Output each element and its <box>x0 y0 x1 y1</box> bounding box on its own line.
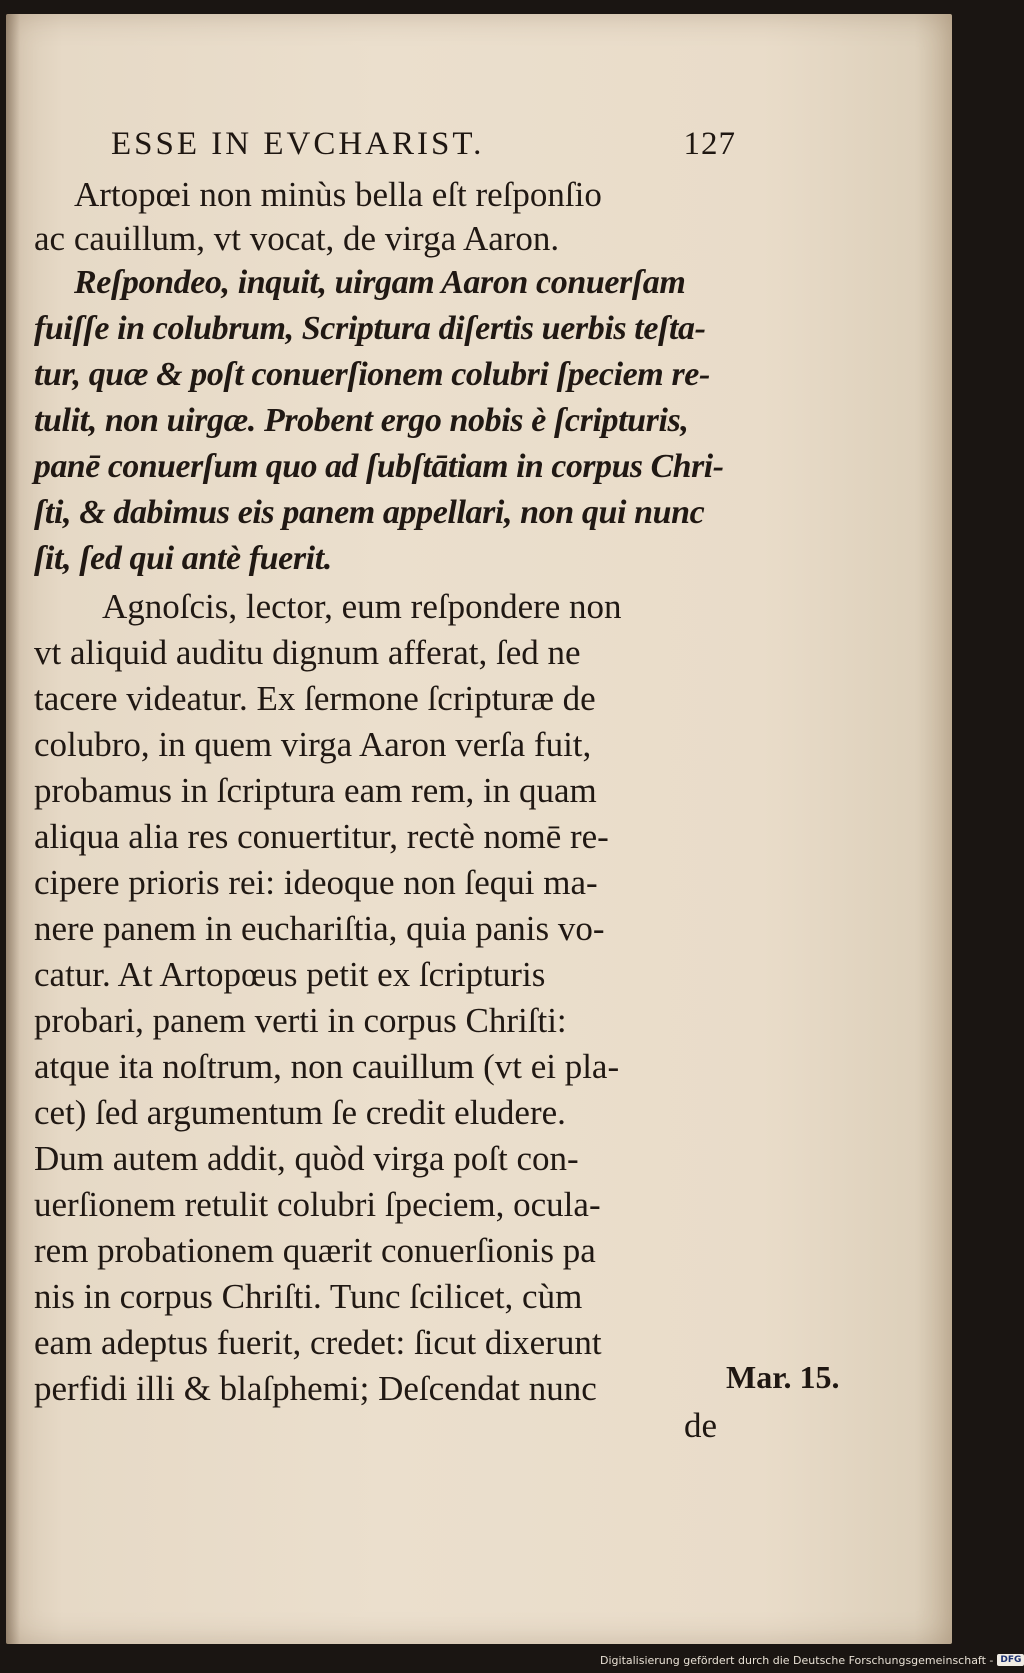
running-head-title: ESSE IN EVCHARIST. <box>111 126 485 162</box>
text-line: cipere prioris rei: ideoque non ſequi ma- <box>34 863 598 902</box>
text-line: probari, panem verti in corpus Chriſti: <box>34 1001 567 1040</box>
catchword: de <box>684 1406 718 1445</box>
text-line: colubro, in quem virga Aaron verſa fuit, <box>34 725 592 764</box>
text-line: rem probationem quærit conuerſionis pa <box>34 1231 596 1270</box>
footer-credit: Digitalisierung gefördert durch die Deutsche Forschungsgemeinschaft - <box>600 1653 994 1667</box>
text-line: panē conuerſum quo ad ſubſtātiam in corpus Chri- <box>34 448 724 485</box>
text-line: Dum autem addit, quòd virga poſt con- <box>34 1139 579 1178</box>
text-line: tacere videatur. Ex ſermone ſcripturæ de <box>34 679 596 718</box>
text-line: ſit, ſed qui antè fuerit. <box>34 540 332 577</box>
margin-note: Mar. 15. <box>726 1359 840 1395</box>
text-line: nis in corpus Chriſti. Tunc ſcilicet, cùm <box>34 1277 583 1316</box>
text-line: tulit, non uirgæ. Probent ergo nobis è ſcripturis, <box>34 402 689 439</box>
dfg-logo-icon: DFG <box>997 1654 1024 1666</box>
book-page <box>6 14 952 1644</box>
text-line: cet) ſed argumentum ſe credit eludere. <box>34 1093 566 1132</box>
text-line: tur, quæ & poſt conuerſionem colubri ſpeciem re- <box>34 356 710 393</box>
text-line: uerſionem retulit colubri ſpeciem, ocula- <box>34 1185 601 1224</box>
text-line: ſti, & dabimus eis panem appellari, non qui nunc <box>34 494 705 531</box>
text-line: probamus in ſcriptura eam rem, in quam <box>34 771 597 810</box>
text-line: Reſpondeo, inquit, uirgam Aaron conuerſam <box>74 264 686 301</box>
text-line: nere panem in euchariſtia, quia panis vo- <box>34 909 605 948</box>
page-number: 127 <box>683 126 736 162</box>
text-line: catur. At Artopœus petit ex ſcripturis <box>34 955 546 994</box>
text-line: Agnoſcis, lector, eum reſpondere non <box>102 587 622 626</box>
text-line: atque ita noſtrum, non cauillum (vt ei pla- <box>34 1047 620 1086</box>
text-line: Artopœi non minùs bella eſt reſponſio <box>74 175 602 214</box>
text-line: eam adeptus fuerit, credet: ſicut dixerunt <box>34 1323 602 1362</box>
text-line: ac cauillum, vt vocat, de virga Aaron. <box>34 219 560 258</box>
text-line: aliqua alia res conuertitur, rectè nomē re- <box>34 817 609 856</box>
digitization-footer <box>600 1650 1024 1670</box>
text-line: perfidi illi & blaſphemi; Deſcendat nunc <box>34 1369 597 1408</box>
text-line: vt aliquid auditu dignum afferat, ſed ne <box>34 633 581 672</box>
text-line: fuiſſe in colubrum, Scriptura diſertis uerbis teſta- <box>34 310 706 347</box>
running-head <box>111 126 736 176</box>
